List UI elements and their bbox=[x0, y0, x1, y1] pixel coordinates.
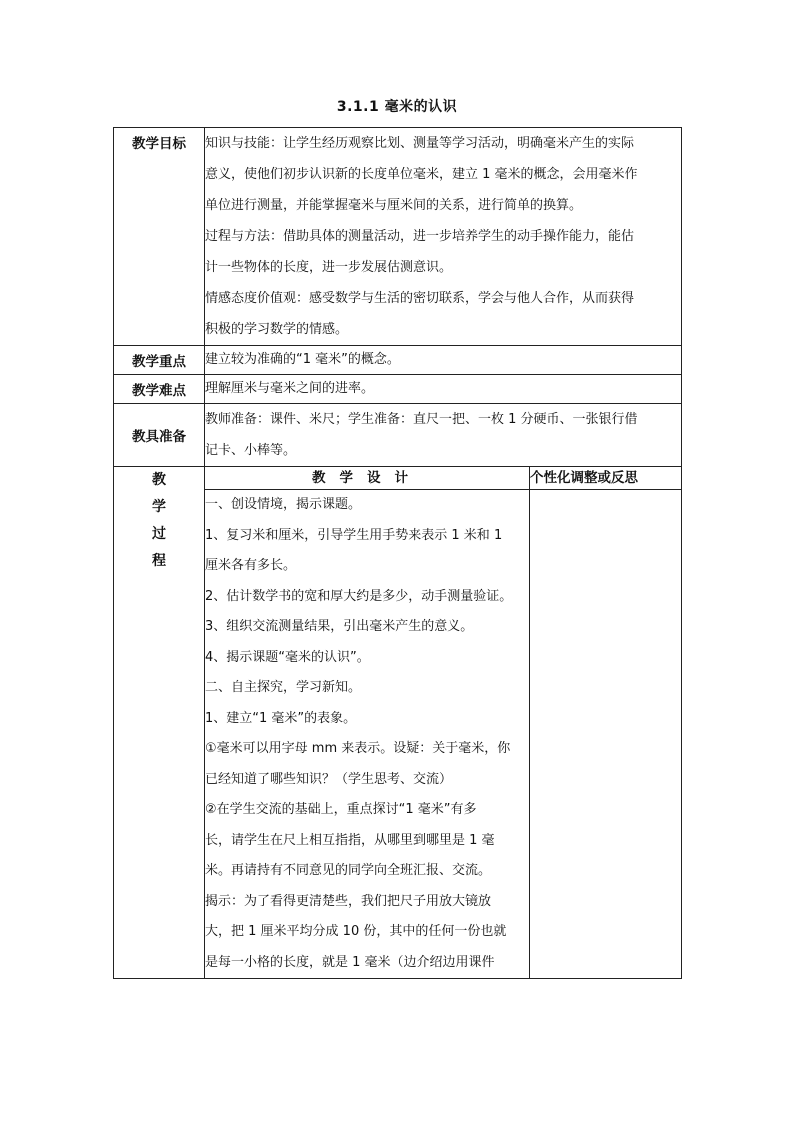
design-line: 2、估计数学书的宽和厚大约是多少，动手测量验证。 bbox=[205, 588, 513, 604]
design-line: 1、建立“1 毫米”的表象。 bbox=[205, 710, 357, 726]
process-label-char: 程 bbox=[152, 553, 166, 569]
objectives-line: 知识与技能：让学生经历观察比划、测量等学习活动，明确毫米产生的实际 bbox=[205, 136, 635, 151]
materials-row bbox=[114, 404, 682, 467]
process-label-char: 学 bbox=[152, 499, 166, 515]
difficulty-row bbox=[114, 375, 682, 404]
process-label-char: 教 bbox=[152, 472, 166, 488]
design-line: 是每一小格的长度，就是 1 毫米（边介绍边用课件 bbox=[205, 954, 495, 970]
materials-content bbox=[205, 404, 682, 467]
keypoint-content: 建立较为准确的“1 毫米”的概念。 bbox=[205, 346, 682, 375]
difficulty-label: 教学难点 bbox=[114, 375, 205, 404]
objectives-line: 意义，使他们初步认识新的长度单位毫米，建立 1 毫米的概念，会用毫米作 bbox=[205, 167, 638, 182]
design-line: 一、创设情境，揭示课题。 bbox=[205, 497, 362, 512]
process-label bbox=[114, 467, 205, 979]
keypoint-label: 教学重点 bbox=[114, 346, 205, 375]
keypoint-row bbox=[114, 346, 682, 375]
process-label-char: 过 bbox=[152, 526, 166, 542]
objectives-label: 教学目标 bbox=[114, 128, 205, 346]
design-line: ①毫米可以用字母 mm 来表示。设疑：关于毫米，你 bbox=[205, 741, 511, 756]
design-line: 二、自主探究，学习新知。 bbox=[205, 680, 362, 695]
objectives-row bbox=[114, 128, 682, 346]
design-line: 已经知道了哪些知识？（学生思考、交流） bbox=[205, 771, 453, 787]
reflection-content bbox=[530, 490, 682, 979]
design-line: 1、复习米和厘米，引导学生用手势来表示 1 米和 1 bbox=[205, 527, 503, 543]
reflection-header: 个性化调整或反思 bbox=[530, 467, 682, 490]
lesson-title: 3.1.1 毫米的认识 bbox=[336, 99, 458, 115]
design-line: 厘米各有多长。 bbox=[205, 558, 297, 573]
design-line: ②在学生交流的基础上，重点探讨“1 毫米”有多 bbox=[205, 802, 477, 817]
lesson-plan-table bbox=[113, 127, 682, 979]
process-header-row bbox=[114, 467, 682, 490]
objectives-line: 计一些物体的长度，进一步发展估测意识。 bbox=[205, 260, 453, 275]
objectives-content bbox=[205, 128, 682, 346]
design-content bbox=[205, 490, 530, 979]
materials-label: 教具准备 bbox=[114, 404, 205, 467]
design-line: 米。再请持有不同意见的同学向全班汇报、交流。 bbox=[205, 863, 492, 878]
design-line: 4、揭示课题“毫米的认识”。 bbox=[205, 649, 370, 665]
design-line: 3、组织交流测量结果，引出毫米产生的意义。 bbox=[205, 619, 474, 634]
materials-line: 教师准备：课件、米尺；学生准备：直尺一把、一枚 1 分硬币、一张银行借 bbox=[205, 412, 638, 427]
design-line: 揭示：为了看得更清楚些，我们把尺子用放大镜放 bbox=[205, 893, 492, 909]
objectives-line: 过程与方法：借助具体的测量活动，进一步培养学生的动手操作能力，能估 bbox=[205, 229, 635, 244]
design-header: 教学设计 bbox=[205, 467, 530, 490]
objectives-line: 单位进行测量，并能掌握毫米与厘米间的关系，进行简单的换算。 bbox=[205, 198, 583, 213]
design-line: 长，请学生在尺上相互指指，从哪里到哪里是 1 毫 bbox=[205, 832, 495, 848]
objectives-line: 积极的学习数学的情感。 bbox=[205, 322, 349, 337]
design-line: 大，把 1 厘米平均分成 10 份，其中的任何一份也就 bbox=[205, 924, 507, 939]
materials-line: 记卡、小棒等。 bbox=[205, 443, 297, 458]
objectives-line: 情感态度价值观：感受数学与生活的密切联系，学会与他人合作，从而获得 bbox=[205, 291, 635, 306]
difficulty-content: 理解厘米与毫米之间的进率。 bbox=[205, 375, 682, 404]
